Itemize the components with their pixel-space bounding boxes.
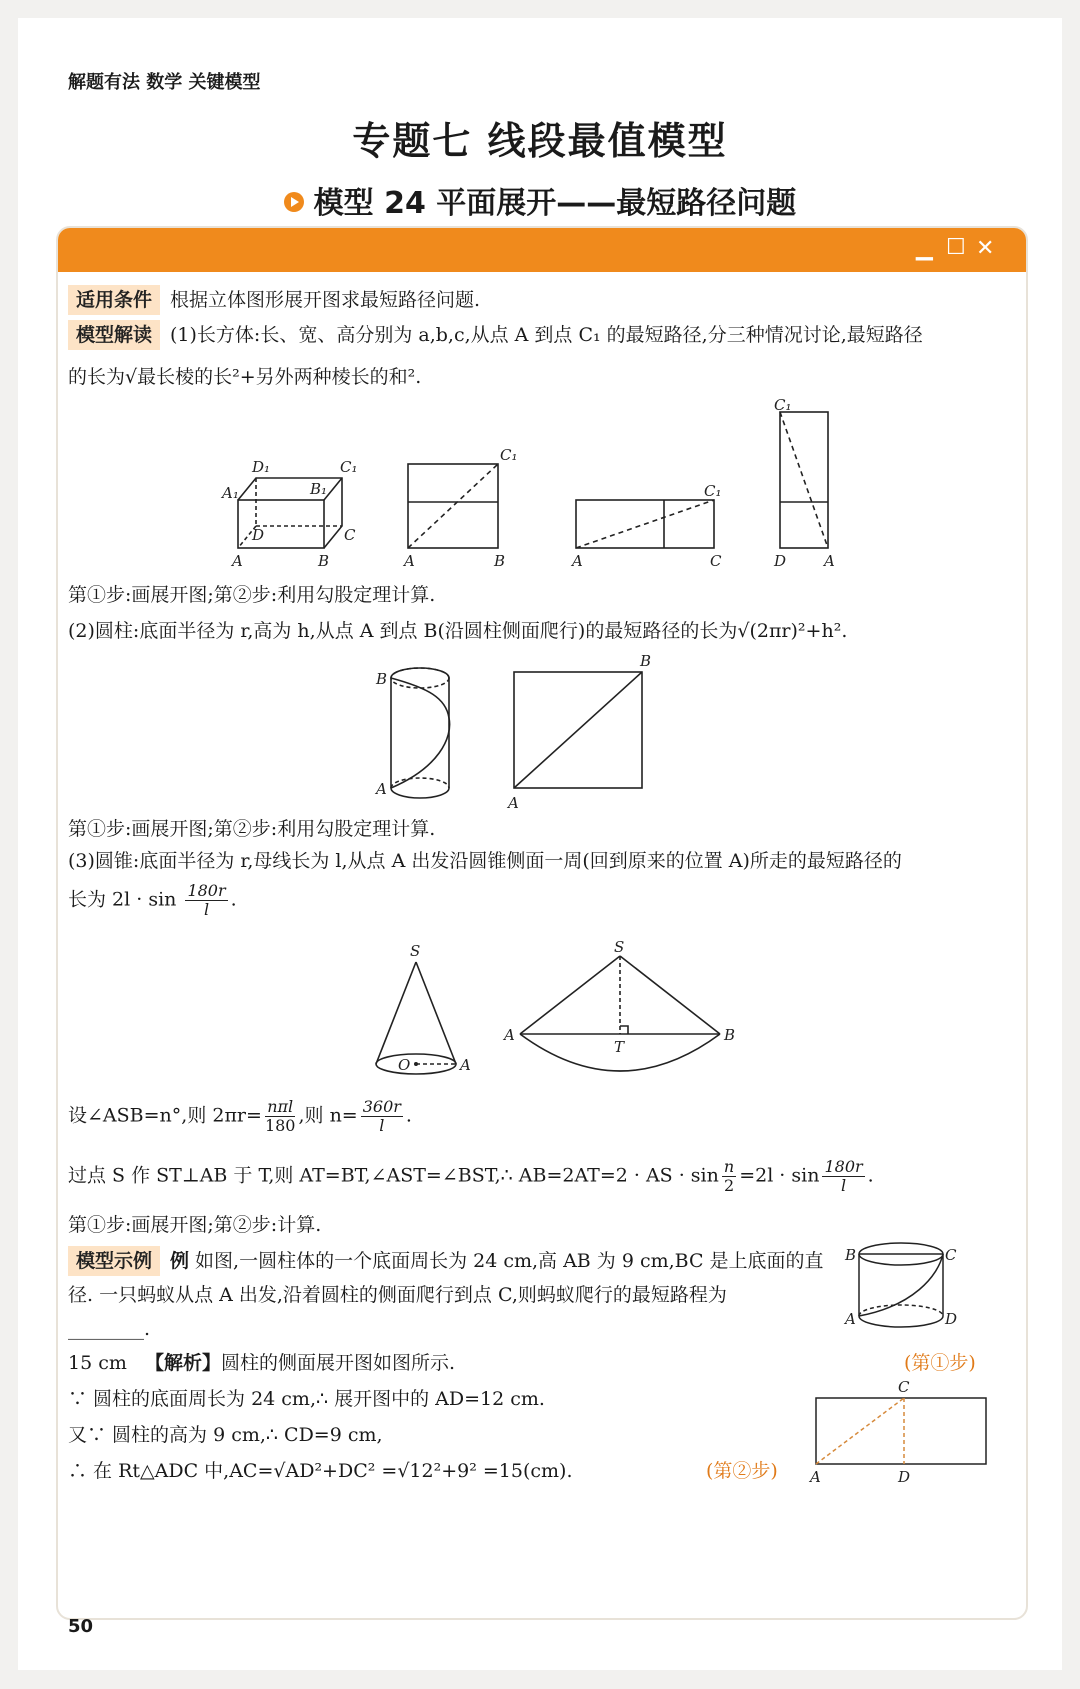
cone-label-O: O [398,1056,411,1074]
play-icon [284,192,304,212]
fraction-180r-l: $\frac{180r}{l}$ [187,881,226,919]
cylinder-figures [58,648,1026,818]
example-label: 例 [170,1250,190,1272]
net3-label-D: D [774,552,787,570]
example-net-figure [798,1376,1018,1488]
fraction-n-2: $\frac{n}{2}$ [723,1157,735,1195]
cuboid-figures [58,398,1026,588]
cuboid-labels [220,398,835,570]
cyl-label-B: B [376,670,388,688]
cone-figures [58,938,1026,1088]
example-answer-row [68,1350,455,1376]
fraction-360r-l: $\frac{360r}{l}$ [362,1097,401,1135]
maximize-icon[interactable]: ☐ [946,235,966,260]
running-header: 解题有法 数学 关键模型 [68,72,261,93]
rect-label-A: A [508,794,519,812]
net2-label-C1: C₁ [704,482,722,500]
cyl-label-A: A [376,780,387,798]
content-panel [56,226,1028,1620]
cone-label-A: A [460,1056,471,1074]
page-title: 专题七 线段最值模型 [352,119,728,163]
sector-label-B: B [724,1026,736,1044]
page [18,18,1062,1670]
example-tag: 模型示例 [68,1246,160,1276]
ex-rect-label-C: C [898,1378,910,1396]
net3-label-A: A [824,552,835,570]
example-answer: 15 cm [68,1352,127,1374]
conditions-text: 根据立体图形展开图求最短路径问题. [170,289,481,311]
label-C1: C₁ [340,458,358,476]
interp-p3-line1: (3)圆锥:底面半径为 r,母线长为 l,从点 A 出发沿圆锥侧面一周(回到原来的位置 A)所走的最短路径的 [68,850,902,872]
analysis-line-a: ∵ 圆柱的底面周长为 24 cm,∴ 展开图中的 AD=12 cm. [68,1388,545,1410]
label-C: C [344,526,356,544]
analysis-text: 圆柱的侧面展开图如图所示. [221,1352,456,1374]
net3-label-C1: C₁ [774,398,792,414]
interp-p1-steps: 第①步:画展开图;第②步:利用勾股定理计算. [68,584,436,606]
net1-label-B: B [494,552,506,570]
analysis-line-b: 又∵ 圆柱的高为 9 cm,∴ CD=9 cm, [68,1424,383,1446]
example-blank: ________. [68,1318,151,1340]
conditions-row [68,285,480,315]
label-D1: D₁ [252,458,271,476]
conditions-tag: 适用条件 [68,285,160,315]
interp-tag: 模型解读 [68,320,160,350]
ex-cyl-label-D: D [945,1310,958,1328]
panel-title-bar [58,228,1026,272]
sector-label-S: S [614,938,625,956]
interp-p1-line1: (1)长方体:长、宽、高分别为 a,b,c,从点 A 到点 C₁ 的最短路径,分三种情况讨论,最短路径 [170,324,923,346]
interp-p2-line: (2)圆柱:底面半径为 r,高为 h,从点 A 到点 B(沿圆柱侧面爬行)的最短路径的长为√(2πr)²+h². [68,620,848,642]
p3-prefix: 长为 2l · sin [68,888,177,911]
net2-label-C: C [710,552,722,570]
minimize-icon[interactable]: ▁ [916,236,933,261]
analysis-tag: 【解析】 [145,1352,222,1374]
example-line2: 径. 一只蚂蚁从点 A 出发,沿着圆柱的侧面爬行到点 C,则蚂蚁爬行的最短路程为 [68,1284,727,1306]
interp-p3-steps: 第①步:画展开图;第②步:计算. [68,1214,322,1236]
fraction-npil-180: $\frac{\text{nπl}}{180}$ [264,1097,296,1135]
label-B1: B₁ [310,480,328,498]
rect-label-B: B [640,652,652,670]
analysis-line-c: ∴ 在 Rt△ADC 中,AC=√AD²+DC² =√12²+9² =15(cm). [68,1460,573,1482]
interp-p3-line2: 长为 2l · sin $\frac{180r}{l}$ . [68,881,237,919]
page-number: 50 [68,1616,94,1637]
ex-rect-label-A: A [810,1468,821,1486]
sector-label-A: A [504,1026,515,1044]
ex-rect-label-D: D [898,1468,911,1486]
ex-cyl-label-C: C [945,1246,957,1264]
example-row [68,1246,858,1276]
interp-eq1: 设∠ASB=n°,则 2πr= $\frac{\text{nπl}}{180}$ ,则 n= $\frac{360r}{l}$ . [68,1097,412,1135]
ex-cyl-label-A: A [845,1310,856,1328]
subtitle-text: 模型 24 平面展开——最短路径问题 [313,186,797,221]
fraction-180r-l-2: $\frac{180r}{l}$ [824,1157,863,1195]
net2-label-A: A [572,552,583,570]
sector-label-T: T [614,1038,625,1056]
net1-label-A: A [404,552,415,570]
interp-eq2: 过点 S 作 ST⊥AB 于 T,则 AT=BT,∠AST=∠BST,∴ AB=2AT=2 · AS · sin $\frac{n}{2}$ =2l · sin $\frac{180r}{l}$ . [68,1157,874,1195]
label-A1: A₁ [222,484,239,502]
label-B: B [318,552,330,570]
interp-p2-steps: 第①步:画展开图;第②步:利用勾股定理计算. [68,818,436,840]
cone-center [414,1062,418,1066]
step2-label: (第②步) [706,1460,778,1482]
model-subtitle [18,178,1062,222]
cone-label-S: S [410,942,421,960]
example-line1: 如图,一圆柱体的一个底面周长为 24 cm,高 AB 为 9 cm,BC 是上底面的直 [195,1250,824,1272]
net1-label-C1: C₁ [500,446,518,464]
step1-label: (第①步) [904,1352,976,1374]
label-D: D [252,526,265,544]
close-icon[interactable]: ✕ [976,236,995,261]
interp-p1-line2: 的长为√最长棱的长²+另外两种棱长的和². [68,366,422,388]
label-A: A [232,552,243,570]
interp-row [68,320,1018,350]
cuboid-front-face [238,500,324,548]
ex-cyl-label-B: B [845,1246,857,1264]
example-cylinder-figure [843,1236,958,1336]
